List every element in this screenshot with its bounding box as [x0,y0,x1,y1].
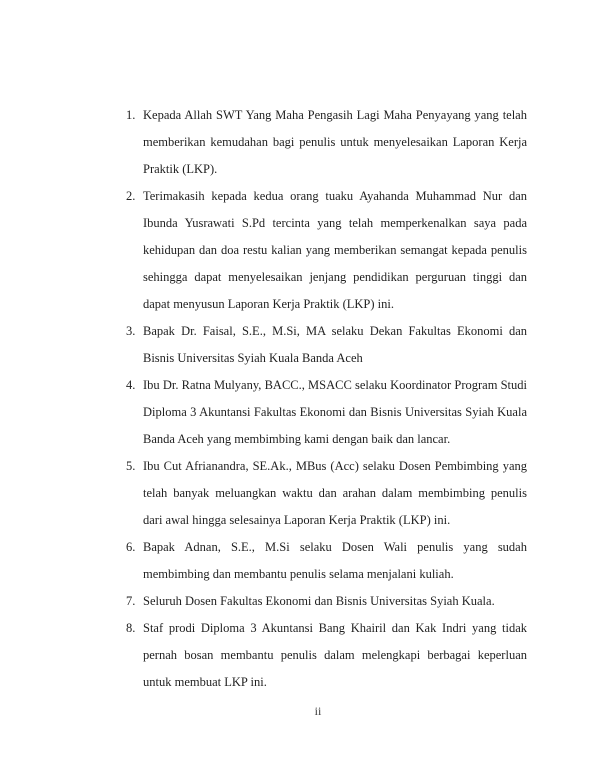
list-item-text: Bapak Adnan, S.E., M.Si selaku Dosen Wali penulis yang sudah membimbing dan membantu penulis selama menjalani kuliah. [143,540,527,581]
acknowledgments-list [126,102,527,696]
list-item-number: 4. [126,378,136,392]
page-number: ii [314,704,322,718]
list-item-number: 3. [126,324,136,338]
list-item [126,615,527,696]
list-item-text: Staf prodi Diploma 3 Akuntansi Bang Khairil dan Kak Indri yang tidak pernah bosan membantu penulis dalam melengkapi berbagai keperluan untuk membuat LKP ini. [143,621,527,689]
list-item [126,534,527,588]
list-item [126,102,527,183]
list-item-number: 6. [126,540,136,554]
list-item-text: Ibu Cut Afrianandra, SE.Ak., MBus (Acc) selaku Dosen Pembimbing yang telah banyak meluangkan waktu dan arahan dalam membimbing penulis dari awal hingga selesainya Laporan Kerja Praktik (LKP) ini. [143,459,527,527]
list-item-text: Ibu Dr. Ratna Mulyany, BACC., MSACC selaku Koordinator Program Studi Diploma 3 Akuntansi Fakultas Ekonomi dan Bisnis Universitas Syiah Kuala Banda Aceh yang membimbing kami dengan baik dan lancar. [143,378,527,446]
list-item [126,588,527,615]
list-item-text: Bapak Dr. Faisal, S.E., M.Si, MA selaku Dekan Fakultas Ekonomi dan Bisnis Universitas Syiah Kuala Banda Aceh [143,324,527,365]
list-item-text: Terimakasih kepada kedua orang tuaku Ayahanda Muhammad Nur dan Ibunda Yusrawati S.Pd tercinta yang telah memperkenalkan saya pada kehidupan dan doa restu kalian yang memberikan semangat kepada penulis sehingga dapat menyelesaikan jenjang pendidikan perguruan tinggi dan dapat menyusun Laporan Kerja Praktik (LKP) ini. [143,189,527,311]
list-item-number: 1. [126,108,136,122]
list-item [126,318,527,372]
list-item [126,372,527,453]
list-item [126,183,527,318]
list-item-number: 7. [126,594,136,608]
list-item-number: 5. [126,459,136,473]
list-item [126,453,527,534]
list-item-text: Seluruh Dosen Fakultas Ekonomi dan Bisnis Universitas Syiah Kuala. [143,594,495,608]
list-item-number: 8. [126,621,136,635]
list-item-text: Kepada Allah SWT Yang Maha Pengasih Lagi Maha Penyayang yang telah memberikan kemudahan bagi penulis untuk menyelesaikan Laporan Kerja Praktik (LKP). [143,108,527,176]
list-item-number: 2. [126,189,136,203]
